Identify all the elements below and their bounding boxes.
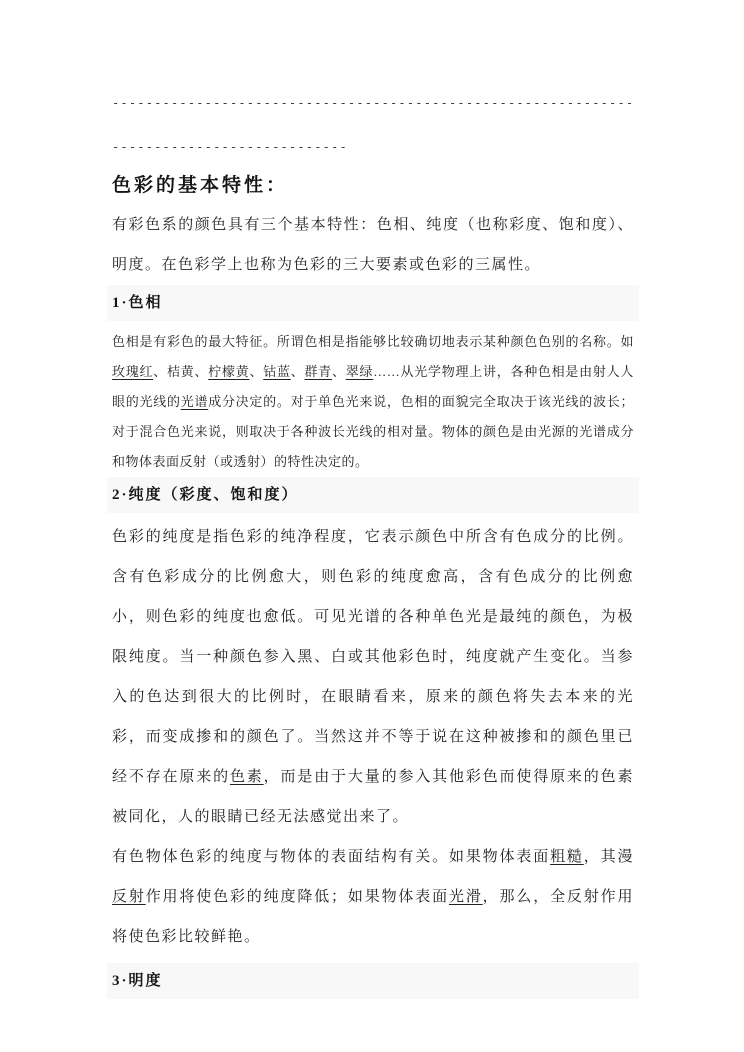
text-run: 、 xyxy=(331,364,346,379)
underlined-term: 光谱 xyxy=(180,394,209,409)
intro-paragraph: 有彩色系的颜色具有三个基本特性：色相、纯度（也称彩度、饱和度）、明度。在色彩学上也称为色彩的三大要素或色彩的三属性。 xyxy=(112,217,634,273)
section-heading-hue: 1·色相 xyxy=(107,285,639,321)
hue-paragraph xyxy=(112,327,634,477)
underlined-term: 色素 xyxy=(229,769,264,785)
underlined-term: 柠檬黄 xyxy=(208,364,250,379)
underlined-term: 粗糙 xyxy=(550,849,584,865)
underlined-term: 群青 xyxy=(304,364,332,379)
section-heading-lightness: 3·明度 xyxy=(107,963,639,999)
text-run: ，而是由于大量的参入其他彩色而使得原来的色素被同化，人的眼睛已经无法感觉出来了。 xyxy=(112,769,634,825)
text-run: 、 xyxy=(290,364,305,379)
text-run: 有色物体色彩的纯度与物体的表面结构有关。如果物体表面 xyxy=(112,849,551,865)
underlined-term: 玫瑰红 xyxy=(112,364,154,379)
text-run: ，那么，全反射作用将使色彩比较鲜艳。 xyxy=(112,889,634,945)
underlined-term: 翠绿 xyxy=(345,364,374,379)
separator-line-2: ---------------------------- xyxy=(112,140,348,154)
underlined-term: 反射 xyxy=(112,889,146,905)
separator-line-1: -------------------------------------------------------------- xyxy=(112,96,634,110)
text-run: 作用将使色彩的纯度降低；如果物体表面 xyxy=(145,889,449,905)
text-run: ，其漫 xyxy=(583,849,634,865)
underlined-term: 光滑 xyxy=(448,889,483,905)
text-run: ……从光学物理上讲，各种色相是由射人人眼的光线的 xyxy=(112,364,634,409)
text-run: 、 xyxy=(249,364,264,379)
section-heading-purity: 2·纯度（彩度、饱和度） xyxy=(107,477,639,513)
text-run: 色相是有彩色的最大特征。所谓色相是指能够比较确切地表示某种颜色色别的名称。如 xyxy=(112,334,634,349)
underlined-term: 钴蓝 xyxy=(263,364,291,379)
text-run: 色彩的纯度是指色彩的纯净程度，它表示颜色中所含有色成分的比例。含有色彩成分的比例愈大，则色彩的纯度愈高，含有色成分的比例愈小，则色彩的纯度也愈低。可见光谱的各种单色光是最纯的颜色，为极限纯度。当一种颜色参入黑、白或其他彩色时，纯度就产生变化。当参入的色达到很大的比例时，在眼睛看来，原来的颜色将失去本来的光彩，而变成掺和的颜色了。当然这并不等于说在这种被掺和的颜色里已经不存在原来的 xyxy=(112,529,634,785)
text-run: 、桔黄、 xyxy=(153,364,209,379)
purity-paragraph-2 xyxy=(112,837,634,957)
document-title: 色彩的基本特性： xyxy=(112,175,289,196)
purity-paragraph-1 xyxy=(112,517,634,837)
text-run: 成分决定的。对于单色光来说，色相的面貌完全取决于该光线的波长；对于混合色光来说，则取决于各种波长光线的相对量。物体的颜色是由光源的光谱成分和物体表面反射（或透射）的特性决定的。 xyxy=(112,394,634,469)
